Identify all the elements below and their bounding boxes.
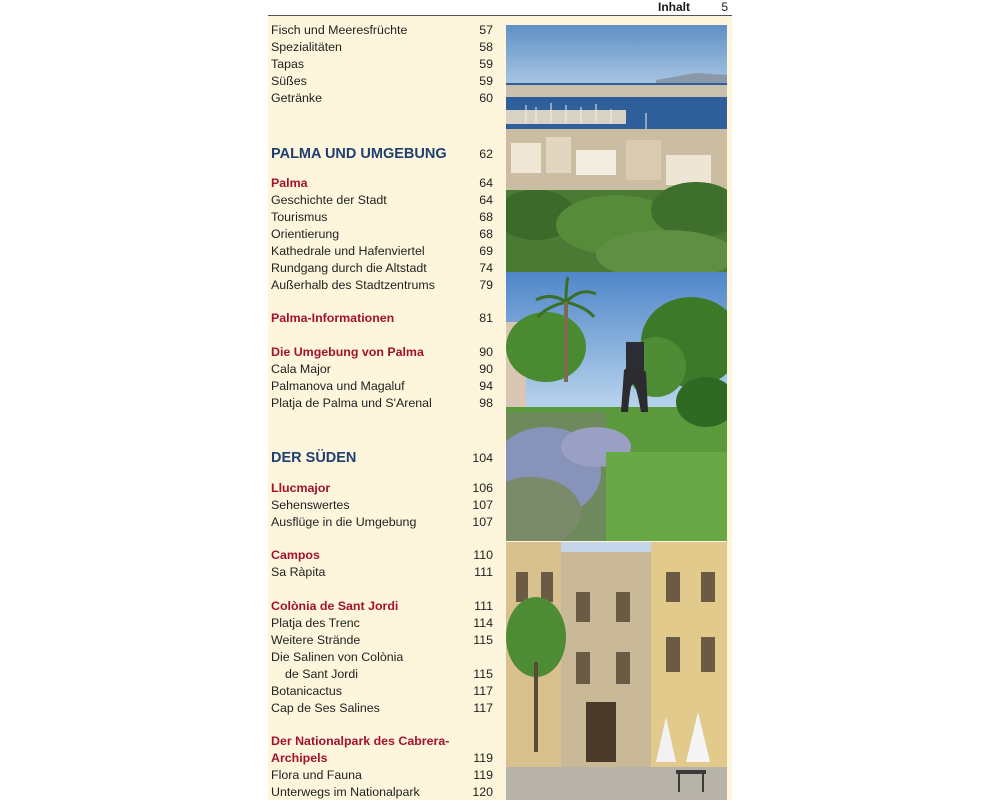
toc-entry — [271, 395, 493, 412]
toc-page-number: 90 — [479, 345, 493, 359]
toc-label: Campos — [271, 548, 320, 562]
toc-page-number: 69 — [479, 244, 493, 258]
toc-page-number: 59 — [479, 74, 493, 88]
toc-page-number: 90 — [479, 362, 493, 376]
toc-entry — [271, 56, 493, 73]
toc-entry — [271, 378, 493, 395]
toc-label: Orientierung — [271, 227, 340, 241]
toc-label: Weitere Strände — [271, 633, 361, 647]
toc-entry — [271, 226, 493, 243]
toc-label: Tourismus — [271, 210, 328, 224]
toc-entry — [271, 666, 493, 683]
toc-section — [271, 480, 493, 497]
toc-page-number: 117 — [473, 684, 493, 698]
toc-label: Die Salinen von Colònia — [271, 650, 404, 664]
toc-page-number: 120 — [472, 785, 493, 799]
toc-entry — [271, 564, 493, 581]
toc-entry — [271, 683, 493, 700]
photo-garden-sculpture — [506, 272, 727, 541]
toc-label: Flora und Fauna — [271, 768, 362, 782]
toc-label: Rundgang durch die Altstadt — [271, 261, 427, 275]
toc-entry — [271, 361, 493, 378]
toc-label: Archipels — [271, 751, 328, 765]
toc-label: PALMA UND UMGEBUNG — [271, 146, 447, 162]
toc-entry — [271, 497, 493, 514]
toc-label: Tapas — [271, 57, 305, 71]
toc-entry — [271, 243, 493, 260]
toc-page-number: 74 — [479, 261, 493, 275]
toc-entry — [271, 632, 493, 649]
toc-label: Palma — [271, 176, 308, 190]
toc-label: de Sant Jordi — [285, 667, 359, 681]
toc-label: Sa Ràpita — [271, 565, 326, 579]
toc-entry — [271, 649, 493, 666]
toc-entry — [271, 22, 493, 39]
toc-entry — [271, 615, 493, 632]
toc-label: Palma-Informationen — [271, 311, 395, 325]
toc-label: Platja de Palma und S'Arenal — [271, 396, 432, 410]
toc-page-number: 68 — [479, 210, 493, 224]
toc-page-number: 64 — [479, 193, 493, 207]
toc-page-number: 111 — [474, 565, 493, 579]
toc-page-number: 104 — [472, 451, 493, 465]
toc-page-number: 114 — [473, 616, 493, 630]
toc-page-number: 94 — [479, 379, 493, 393]
running-header — [268, 0, 732, 16]
toc-label: Cala Major — [271, 362, 331, 376]
toc-page-number: 81 — [479, 311, 493, 325]
toc-label: Getränke — [271, 91, 322, 105]
toc-page-number: 64 — [479, 176, 493, 190]
toc-page-number: 58 — [479, 40, 493, 54]
toc-label: Fisch und Meeresfrüchte — [271, 23, 408, 37]
toc-label: Der Nationalpark des Cabrera- — [271, 734, 450, 748]
toc-label: DER SÜDEN — [271, 450, 357, 466]
toc-label: Palmanova und Magaluf — [271, 379, 405, 393]
toc-label: Sehenswertes — [271, 498, 350, 512]
toc-entry — [271, 260, 493, 277]
toc-chapter — [271, 143, 493, 165]
book-page — [268, 0, 732, 800]
header-section-title: Inhalt — [658, 0, 690, 14]
toc-page-number: 60 — [479, 91, 493, 105]
toc-section — [271, 175, 493, 192]
toc-entry — [271, 784, 493, 801]
photo-old-town-square — [506, 542, 727, 800]
toc-label: Die Umgebung von Palma — [271, 345, 424, 359]
toc-page-number: 98 — [479, 396, 493, 410]
toc-label: Llucmajor — [271, 481, 331, 495]
toc-entry — [271, 192, 493, 209]
toc-page-number: 111 — [474, 599, 493, 613]
toc-label: Cap de Ses Salines — [271, 701, 380, 715]
toc-section — [271, 344, 493, 361]
toc-label: Platja des Trenc — [271, 616, 360, 630]
toc-page-number: 117 — [473, 701, 493, 715]
toc-entry — [271, 514, 493, 531]
toc-label: Kathedrale und Hafenviertel — [271, 244, 425, 258]
toc-label: Geschichte der Stadt — [271, 193, 387, 207]
toc-page-number: 107 — [472, 498, 493, 512]
toc-page-number: 110 — [473, 548, 493, 562]
toc-section — [271, 733, 493, 750]
toc-entry — [271, 209, 493, 226]
toc-entry — [271, 700, 493, 717]
toc-page-number: 57 — [479, 23, 493, 37]
toc-label: Colònia de Sant Jordi — [271, 599, 399, 613]
toc-label: Botanicactus — [271, 684, 342, 698]
toc-label: Unterwegs im Nationalpark — [271, 785, 420, 799]
toc-entry — [271, 767, 493, 784]
toc-chapter — [271, 447, 493, 469]
toc-page-number: 119 — [473, 751, 493, 765]
header-page-number: 5 — [721, 0, 728, 14]
toc-label: Süßes — [271, 74, 307, 88]
toc-label: Außerhalb des Stadtzentrums — [271, 278, 435, 292]
toc-entry — [271, 39, 493, 56]
toc-page-number: 79 — [479, 278, 493, 292]
toc-page-number: 59 — [479, 57, 493, 71]
toc-page-number: 107 — [472, 515, 493, 529]
toc-page-number: 68 — [479, 227, 493, 241]
toc-entry — [271, 90, 493, 107]
toc-section — [271, 547, 493, 564]
toc-page-number: 115 — [473, 667, 493, 681]
toc-section — [271, 598, 493, 615]
toc-page-number: 119 — [473, 768, 493, 782]
toc-entry — [271, 277, 493, 294]
toc-section — [271, 750, 493, 767]
toc-label: Ausflüge in die Umgebung — [271, 515, 417, 529]
toc-entry — [271, 73, 493, 90]
photo-palma-harbour — [506, 25, 727, 272]
toc-page-number: 106 — [472, 481, 493, 495]
toc-section — [271, 310, 493, 327]
toc-label: Spezialitäten — [271, 40, 342, 54]
toc-page-number: 115 — [473, 633, 493, 647]
toc-page-number: 62 — [479, 147, 493, 161]
